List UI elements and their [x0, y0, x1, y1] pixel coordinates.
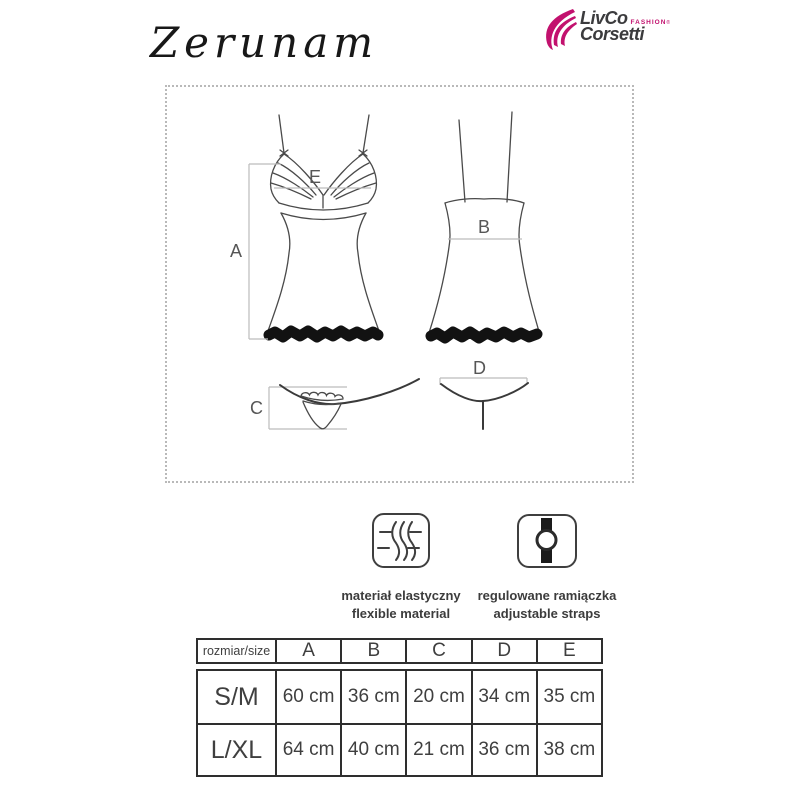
row-lxl-b: 40 cm: [340, 723, 405, 775]
dim-label-b: B: [478, 217, 491, 237]
brand-name-bottom: Corsetti: [580, 24, 645, 44]
chemise-back-sketch: [429, 112, 540, 338]
row-sm-e: 35 cm: [536, 671, 601, 723]
row-sm-size: S/M: [214, 682, 259, 711]
row-sm-a: 60 cm: [275, 671, 340, 723]
header-cell-d: D: [471, 640, 536, 662]
size-table-header: [196, 638, 603, 664]
adjustable-straps-caption: [462, 587, 632, 622]
dim-label-d: D: [473, 358, 486, 378]
caption-line-en: adjustable straps: [493, 605, 601, 621]
row-sm-d: 34 cm: [471, 671, 536, 723]
adjustable-straps-icon: [517, 514, 577, 568]
size-table-body: [196, 669, 603, 777]
caption-line-pl: regulowane ramiączka: [477, 588, 617, 603]
garment-sketch: [167, 87, 632, 481]
header-cell-e: E: [536, 640, 601, 662]
brand-name-top: LivCo: [580, 8, 628, 28]
chemise-front-sketch: [230, 115, 379, 339]
row-lxl-d: 36 cm: [471, 723, 536, 775]
row-lxl-size: L/XL: [198, 723, 275, 775]
brand-fashion-label: FASHION: [630, 19, 667, 26]
header-cell-c: C: [405, 640, 470, 662]
brand-logo: [541, 9, 670, 51]
header-cell-a: A: [275, 640, 340, 662]
header-cell-b: B: [340, 640, 405, 662]
elastic-material-icon: [372, 513, 430, 568]
caption-line-pl: materiał elastyczny: [341, 588, 461, 603]
brand-logo-text: [580, 9, 670, 43]
dim-label-a: A: [230, 241, 243, 261]
row-lxl-c: 21 cm: [405, 723, 470, 775]
row-lxl-e: 38 cm: [536, 723, 601, 775]
registered-mark: ®: [666, 20, 671, 26]
header-cell-rozmiar: rozmiar/size: [202, 644, 271, 658]
measurement-diagram: [165, 85, 634, 483]
row-sm-c: 20 cm: [405, 671, 470, 723]
page-title: Zerunam: [150, 18, 379, 67]
row-sm-b: 36 cm: [340, 671, 405, 723]
caption-line-en: flexible material: [351, 605, 451, 621]
row-lxl-a: 64 cm: [275, 723, 340, 775]
dim-label-c: C: [250, 398, 263, 418]
panties-back-sketch: [440, 358, 528, 429]
dim-label-e: E: [309, 167, 322, 187]
brand-swirl-icon: [541, 9, 579, 51]
panties-front-sketch: [250, 379, 419, 429]
elastic-material-caption: [316, 587, 486, 622]
